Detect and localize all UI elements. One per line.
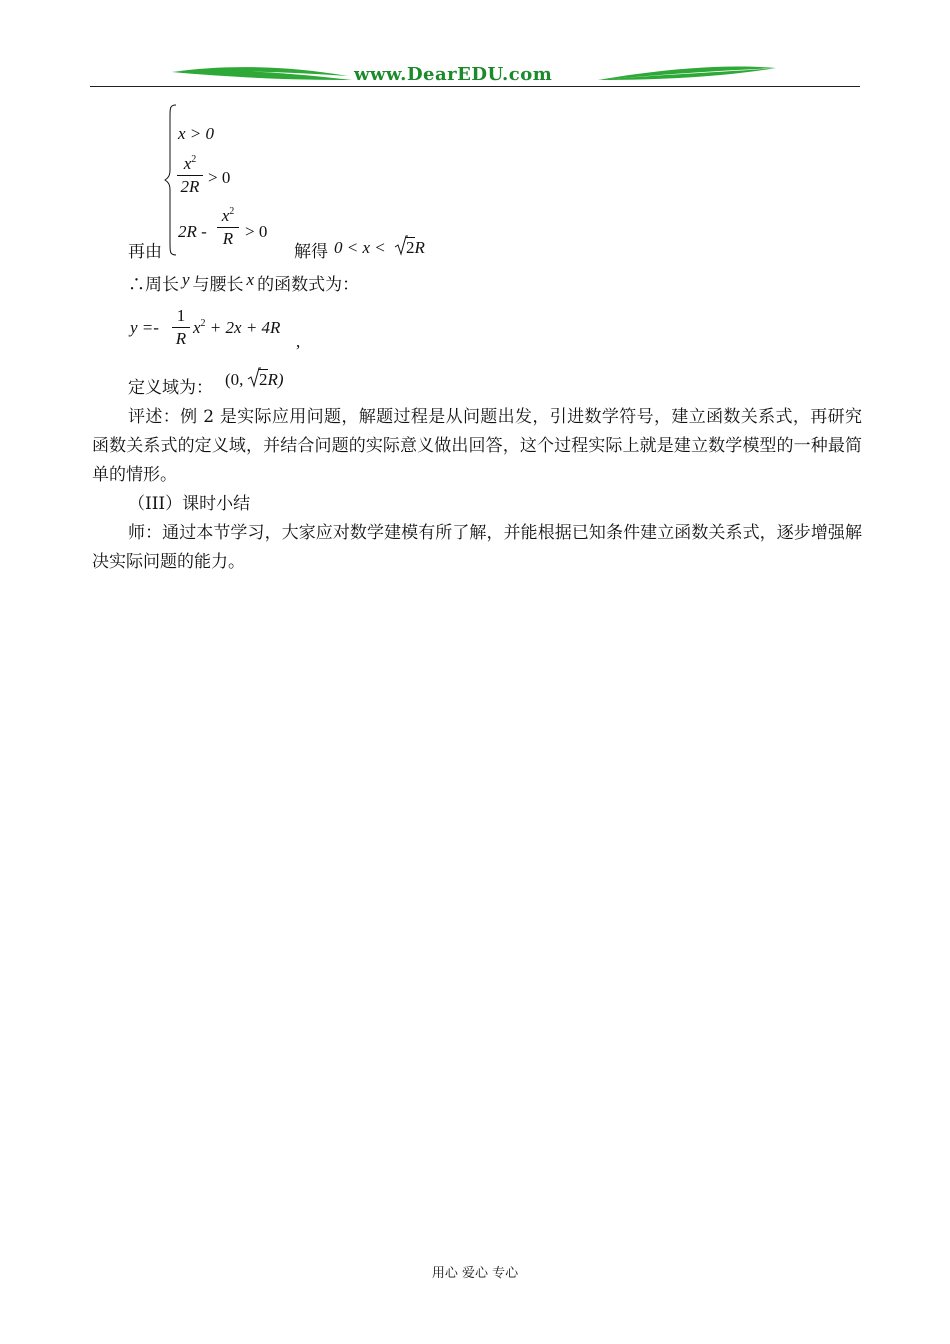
fraction-1-rhs: > 0 (208, 168, 231, 187)
domain-root-value: 2 (259, 370, 268, 389)
fraction-2-exponent: 2 (229, 206, 235, 217)
function-lhs: y =- (130, 318, 159, 337)
domain-close: R) (267, 370, 284, 389)
footer-text: 用心 爱心 专心 (431, 1266, 519, 1281)
therefore-y: y (182, 270, 190, 289)
function-x: x (193, 318, 201, 337)
domain-open: (0, (225, 370, 244, 389)
function-exponent: 2 (200, 318, 206, 329)
system-fraction-1 (177, 154, 203, 197)
therefore-text-b: 与腰长 (192, 275, 244, 295)
teacher-paragraph: 师：通过本节学习，大家应对数学建模有所了解，并能根据已知条件建立函数关系式，逐步增强解决实际问题的能力。 (92, 523, 862, 572)
fraction-1-numerator: x (183, 154, 192, 173)
header-rule (90, 86, 860, 87)
function-rhs (193, 318, 280, 338)
system-line-1 (178, 124, 214, 144)
fraction-2-rhs: > 0 (245, 222, 268, 241)
system-line-3-lhs: 2R - (178, 222, 207, 241)
domain-root-expr (259, 370, 284, 390)
fraction-2-numerator: x (221, 206, 230, 225)
system-line-1-text: x > 0 (178, 124, 215, 143)
therefore-text-a: ∴周长 (128, 275, 179, 295)
section-title: （III）课时小结 (128, 494, 251, 514)
zaiyou-label: 再由 (128, 242, 162, 262)
system-fraction-2 (217, 206, 239, 249)
solution-root-value: 2 (406, 238, 415, 257)
solution-root-expr (406, 238, 425, 258)
solution-inequality (334, 238, 386, 258)
function-comma: , (296, 332, 301, 351)
therefore-x: x (246, 270, 255, 289)
fraction-1-denominator: 2R (180, 177, 200, 196)
solution-R: R (414, 238, 425, 257)
header-logo-text: www.DearEDU.com (354, 64, 553, 85)
therefore-line (128, 270, 360, 295)
therefore-text-c: 的函数式为： (257, 275, 360, 295)
function-fraction (172, 306, 190, 349)
left-brace (164, 104, 178, 256)
fraction-2-denominator: R (222, 229, 234, 248)
function-fraction-denominator: R (175, 329, 187, 348)
domain-label: 定义域为： (128, 378, 213, 398)
comment-paragraph: 评述：例 2 是实际应用问题，解题过程是从问题出发，引进数学符号，建立函数关系式，再研究函数关系式的定义域，并结合问题的实际意义做出回答，这个过程实际上就是建立数学模型的一种最简单的情形。 (92, 407, 862, 485)
solution-lhs: 0 < x < (334, 238, 386, 257)
fraction-1-exponent: 2 (191, 154, 197, 165)
function-fraction-numerator: 1 (176, 306, 186, 325)
jiede-label: 解得 (294, 242, 328, 262)
function-rest: + 2x + 4R (209, 318, 281, 337)
